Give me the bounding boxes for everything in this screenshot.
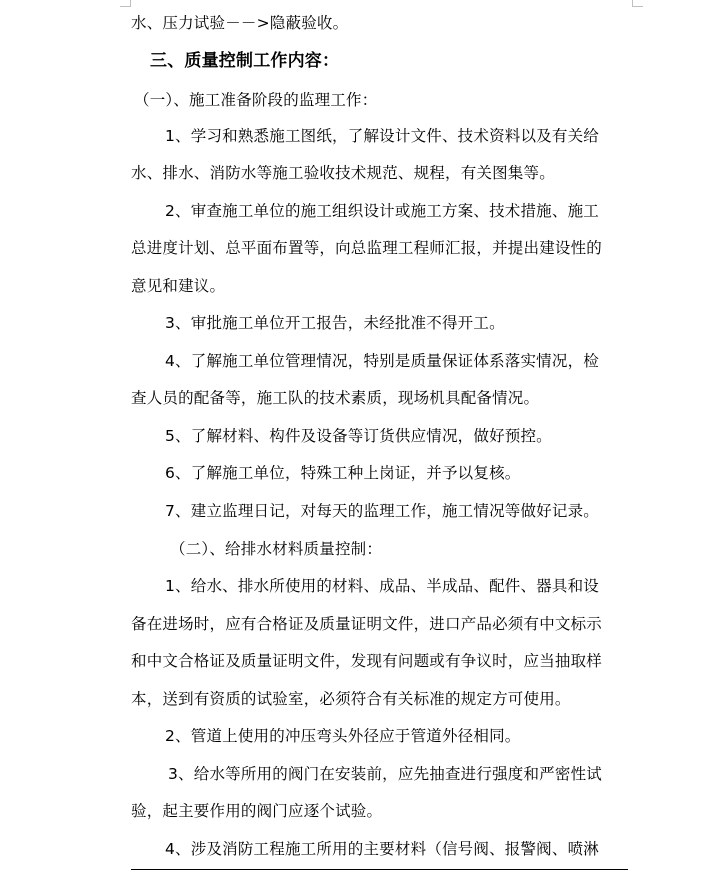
text-line: 备在进场时，应有合格证及质量证明文件，进口产品必须有中文标示 — [131, 615, 603, 633]
text-line: 3、审批施工单位开工报告，未经批准不得开工。 — [165, 314, 505, 332]
page-corner-mark-right — [632, 0, 643, 7]
text-line: 意见和建议。 — [131, 277, 226, 295]
text-line: 5、了解材料、构件及设备等订货供应情况，做好预控。 — [165, 427, 552, 445]
subsection-heading: （一）、施工准备阶段的监理工作： — [134, 91, 378, 109]
text-line: 查人员的配备等，施工队的技术素质，现场机具配备情况。 — [131, 389, 540, 407]
text-line: 6、了解施工单位，特殊工种上岗证，并予以复核。 — [165, 464, 521, 482]
text-line: 2、管道上使用的冲压弯头外径应于管道外径相同。 — [165, 727, 521, 745]
text-line: 4、了解施工单位管理情况，特别是质量保证体系落实情况，检 — [165, 352, 599, 370]
text-line: 1、给水、排水所使用的材料、成品、半成品、配件、器具和设 — [165, 577, 599, 595]
section-heading: 三、质量控制工作内容： — [150, 51, 340, 71]
subsection-heading: （二）、给排水材料质量控制： — [170, 540, 383, 558]
text-line: 3、给水等所用的阀门在安装前，应先抽查进行强度和严密性试 — [168, 765, 602, 783]
text-line: 1、学习和熟悉施工图纸，了解设计文件、技术资料以及有关给 — [165, 127, 599, 145]
text-line: 2、审查施工单位的施工组织设计或施工方案、技术措施、施工 — [165, 202, 599, 220]
page-bottom-rule — [131, 869, 628, 870]
page-corner-mark-left — [120, 0, 131, 7]
text-line: 本，送到有资质的试验室，必须符合有关标准的规定方可使用。 — [131, 690, 571, 708]
text-line: 和中文合格证及质量证明文件，发现有问题或有争议时，应当抽取样 — [131, 652, 603, 670]
text-line: 7、建立监理日记，对每天的监理工作，施工情况等做好记录。 — [165, 502, 599, 520]
text-line: 验，起主要作用的阀门应逐个试验。 — [131, 802, 383, 820]
text-line: 水、压力试验－－>隐蔽验收。 — [131, 14, 349, 32]
text-line: 总进度计划、总平面布置等，向总监理工程师汇报，并提出建设性的 — [131, 239, 603, 257]
text-line: 4、涉及消防工程施工所用的主要材料（信号阀、报警阀、喷淋 — [165, 840, 599, 858]
text-line: 水、排水、消防水等施工验收技术规范、规程，有关图集等。 — [131, 164, 555, 182]
